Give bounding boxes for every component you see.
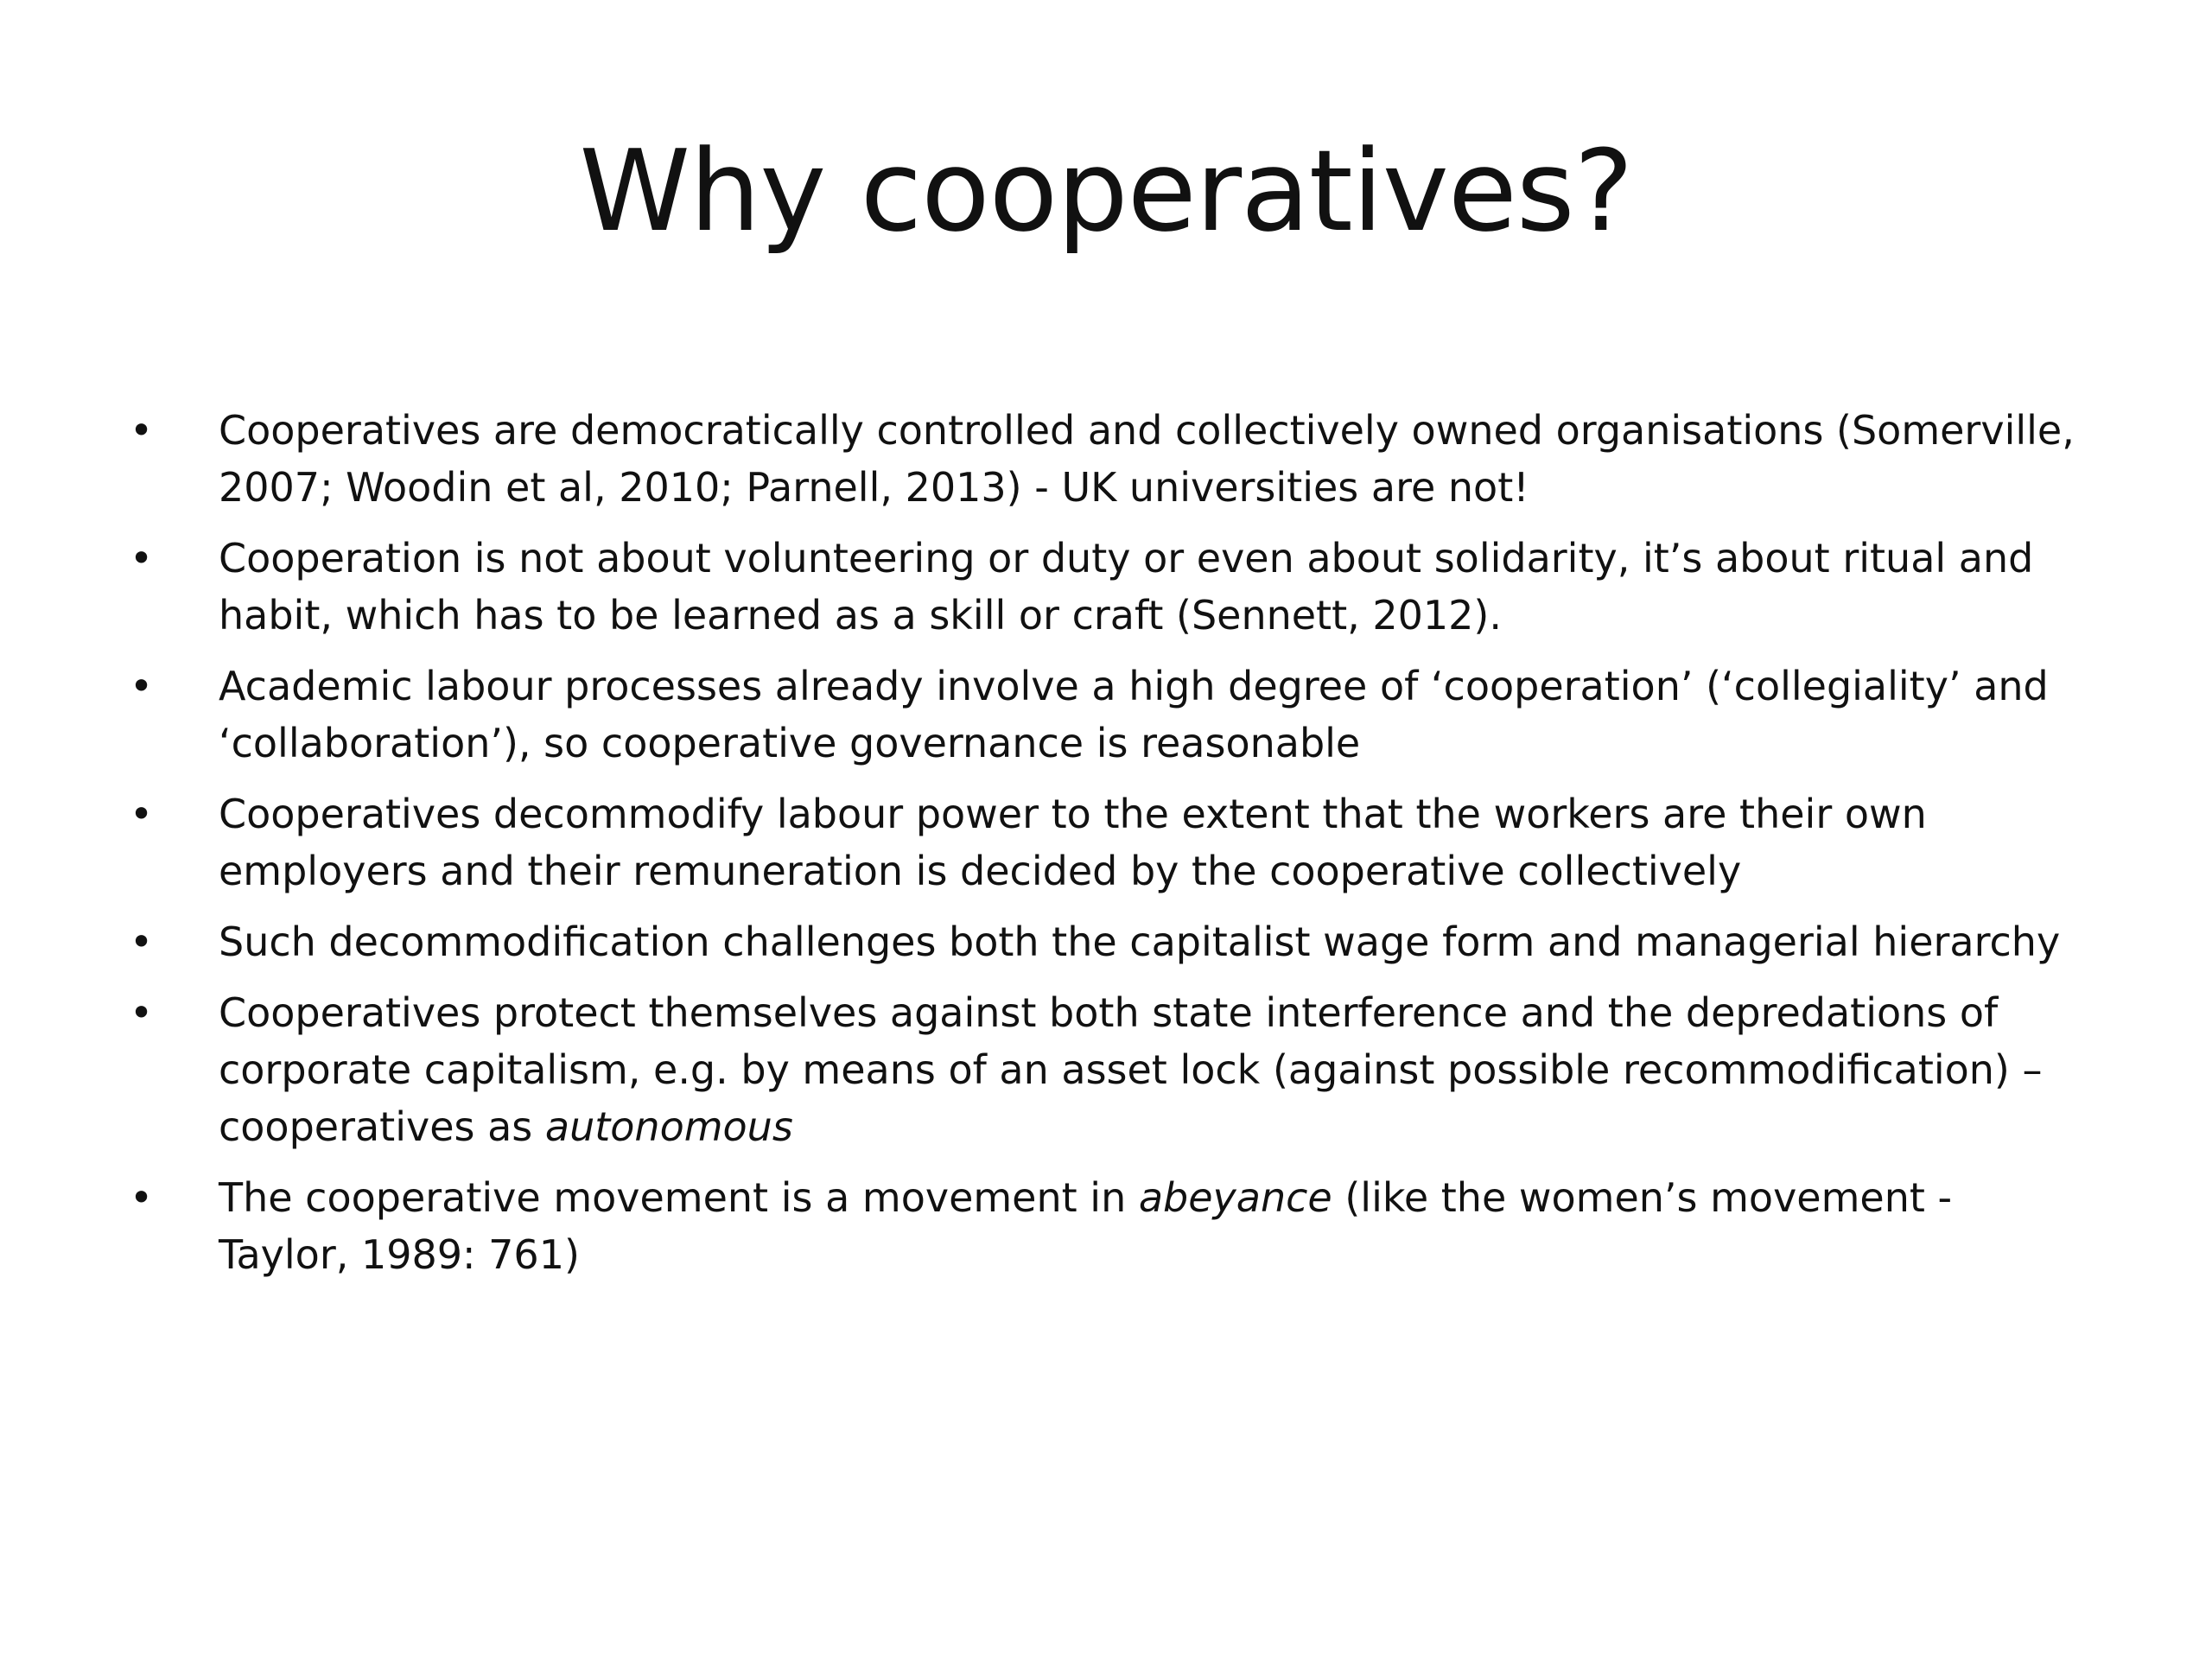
bullet-icon: •: [130, 663, 154, 709]
bullet-text-7b: (like the women’s movement - Taylor, 1989: 761): [219, 1174, 1953, 1278]
bullet-icon: •: [130, 989, 154, 1036]
bullet-icon: •: [130, 918, 154, 965]
emphasis-autonomous: autonomous: [544, 1103, 793, 1150]
bullet-text-4: Cooperatives decommodify labour power to the extent that the workers are their own employers and their remuneration is decided by the cooperative collectively: [219, 791, 1927, 894]
bullet-text-5: Such decommodification challenges both the capitalist wage form and managerial hierarchy: [219, 918, 2061, 965]
bullet-icon: •: [130, 535, 154, 582]
bullet-item-3: [130, 658, 2091, 772]
bullet-text-3: Academic labour processes already involve a high degree of ‘cooperation’ (‘collegiality’ and ‘collaboration’), so cooperative governance is reasonable: [219, 663, 2049, 766]
bullet-item-1: [130, 402, 2091, 516]
bullet-icon: •: [130, 791, 154, 837]
bullet-text-2: Cooperation is not about volunteering or duty or even about solidarity, it’s about ritual and habit, which has to be learned as a skill or craft (Sennett, 2012).: [219, 535, 2034, 639]
bullet-text-6: Cooperatives protect themselves against both state interference and the depredations of corporate capitalism, e.g. by means of an asset lock (against possible recommodification) – cooperatives as: [219, 989, 2043, 1150]
bullet-item-7: [130, 1169, 2091, 1283]
bullet-item-2: [130, 530, 2091, 644]
bullet-list: [130, 402, 2091, 1297]
bullet-icon: •: [130, 1174, 154, 1221]
bullet-text-7a: The cooperative movement is a movement in: [219, 1174, 1139, 1221]
bullet-item-5: [130, 913, 2091, 970]
bullet-icon: •: [130, 407, 154, 454]
bullet-text-1: Cooperatives are democratically controlled and collectively owned organisations (Somerville, 2007; Woodin et al, 2010; Parnell, 2013) - UK universities are not!: [219, 407, 2075, 511]
bullet-item-4: [130, 785, 2091, 899]
slide-title: Why cooperatives?: [579, 125, 1633, 257]
emphasis-abeyance: abeyance: [1138, 1174, 1332, 1221]
bullet-item-6: [130, 984, 2091, 1155]
